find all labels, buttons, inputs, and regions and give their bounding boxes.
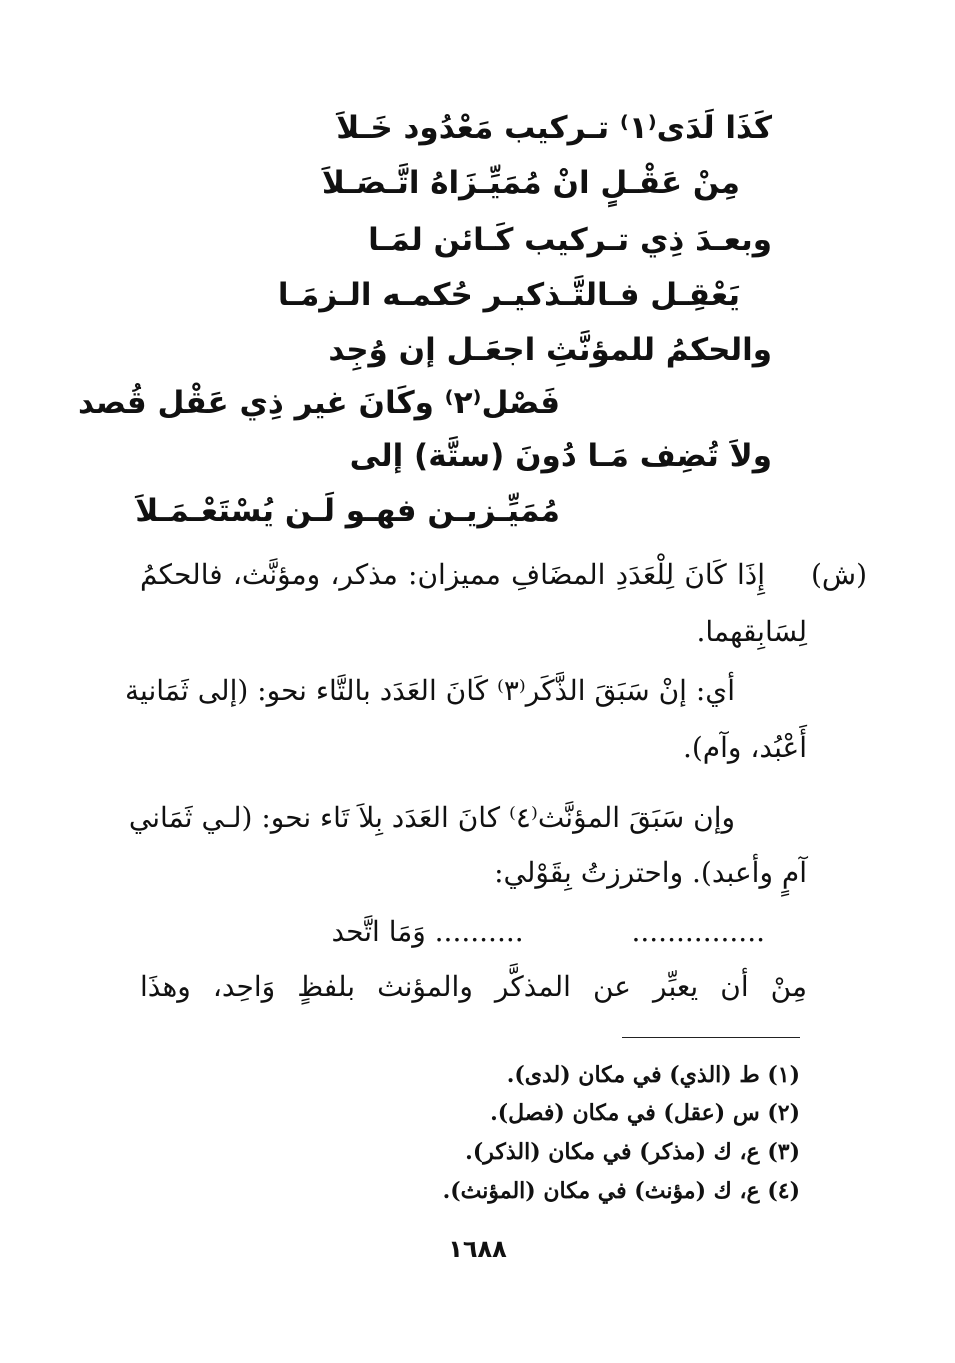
- commentary-line: إِذَا كَانَ لِلْعَدَدِ المضَافِ مميزان: مذكر، ومؤنَّث، فالحكمُ: [140, 558, 765, 591]
- commentary-line: لِسَابِقهما.: [696, 615, 807, 648]
- quoted-text: وَمَا اتَّحد: [331, 915, 426, 948]
- verse-line: فَصْل⁽٢⁾ وكَانَ غير ذِي عَقْل قُصد: [77, 385, 560, 421]
- ellipsis-mid: ..........: [434, 915, 524, 948]
- commentary-line: مِنْ أن يعبِّر عن المذكَّر والمؤنث بلفظٍ وَاحِد، وهذَا: [140, 970, 807, 1003]
- footnote: (٤) ع، ك (مؤنث) في مكان (المؤنث).: [442, 1178, 800, 1204]
- ellipsis-right: ...............: [631, 915, 765, 948]
- verse-line: يَعْقِـل فـالتَّـذكيـر حُكمـه الـزمَـا: [277, 277, 740, 313]
- sharh-marker: (ش): [810, 558, 867, 591]
- verse-line: مُمَيِّـزيـن فهـو لَـن يُسْتَعْـمَـلاَ: [135, 493, 560, 529]
- verse-line: كَذَا لَدَى⁽١⁾ تـركيب مَعْدُود خَـلاَ: [336, 110, 772, 146]
- quoted-verse: [331, 912, 765, 952]
- commentary-line: أَعْبُد، وآم).: [682, 731, 807, 764]
- footnote: (٢) س (عقل) في مكان (فصل).: [490, 1100, 800, 1126]
- verse-line: ولاَ تُضِف مَـا دُونَ (ستَّة) إلى: [349, 438, 772, 474]
- footnote-rule: [622, 1037, 800, 1038]
- page-number: ١٦٨٨: [448, 1235, 507, 1263]
- commentary-line: وإن سَبَقَ المؤنَّث⁽٤⁾ كانَ العَدَد بِلاَ تَاء نحو: (لـي ثَمَاني: [128, 801, 735, 834]
- verse-line: مِنْ عَقْـلٍ انْ مُمَيِّـزَاهُ اتَّـصَـلاَ: [321, 165, 740, 201]
- verse-line: وبعـدَ ذِي تـركيب كَـائن لمَـا: [368, 222, 772, 258]
- footnote: (١) ط (الذي) في مكان (لدى).: [506, 1062, 800, 1088]
- verse-line: والحكمُ للمؤنَّثِ اجعَـل إن وُجِد: [328, 332, 772, 368]
- commentary-line: آمٍ وأعبد). واحترزتُ بِقَوْلي:: [494, 856, 807, 889]
- footnote: (٣) ع، ك (مذكر) في مكان (الذكر).: [465, 1139, 800, 1165]
- commentary-line: أي: إنْ سَبَقَ الذَّكَر⁽٣⁾ كَانَ العَدَد بالتَّاء نحو: (إلى ثَمَانية: [125, 674, 735, 707]
